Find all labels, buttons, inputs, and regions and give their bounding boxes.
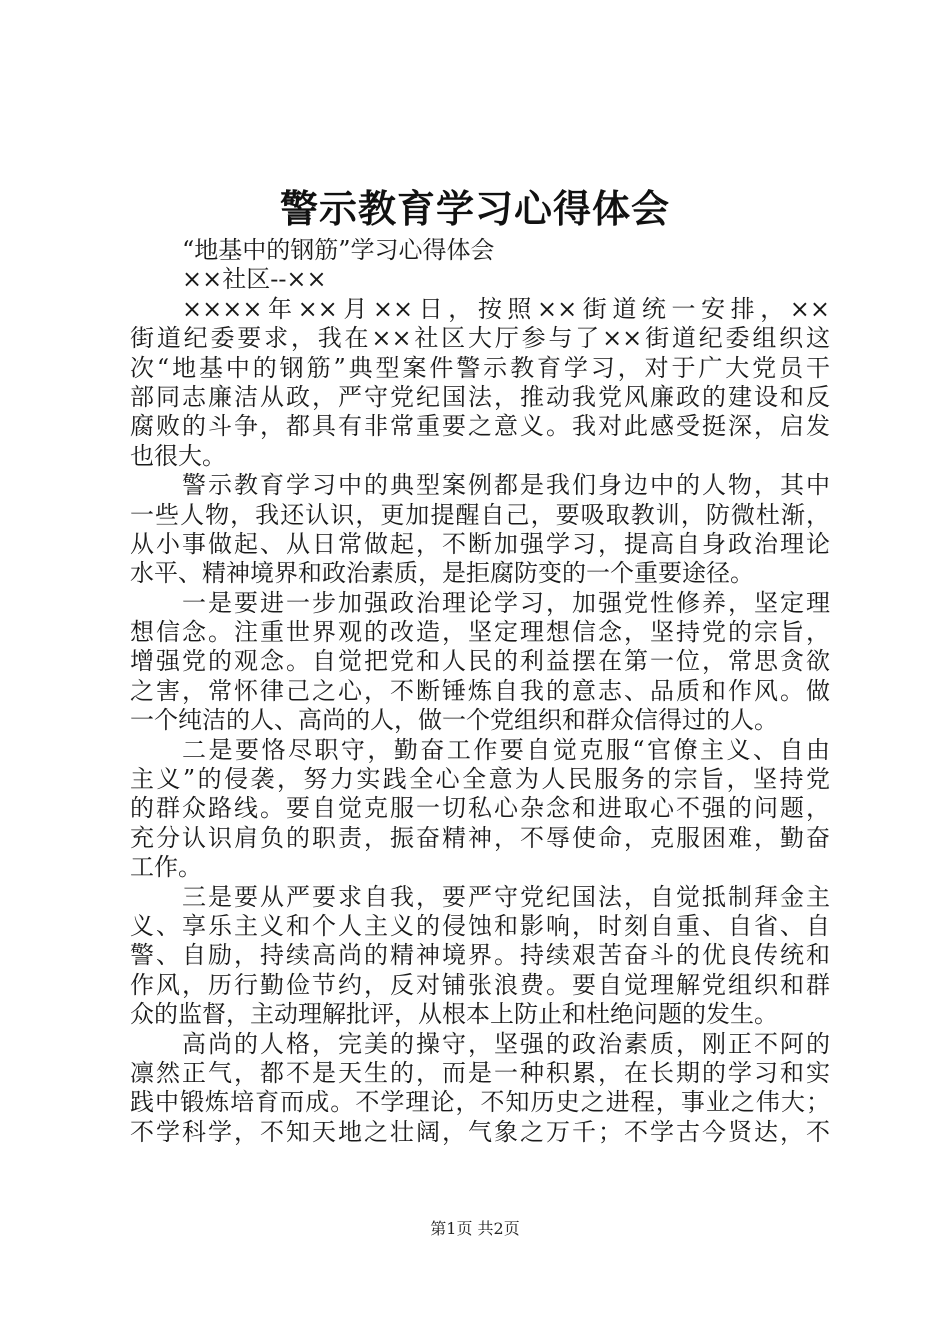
text-line: 警、自励，持续高尚的精神境界。持续艰苦奋斗的优良传统和	[130, 941, 830, 970]
text-line: 凛然正气，都不是天生的，而是一种积累，在长期的学习和实	[130, 1058, 830, 1087]
text-line: 充分认识肩负的职责，振奋精神，不辱使命，克服困难，勤奋	[130, 823, 830, 852]
document-body	[130, 236, 830, 1147]
text-line: 也很大。	[130, 441, 226, 470]
text-line: 从小事做起、从日常做起，不断加强学习，提高自身政治理论	[130, 529, 830, 558]
text-line: 践中锻炼培育而成。不学理论，不知历史之进程，事业之伟大；	[130, 1088, 830, 1117]
text-line: 次“地基中的钢筋”典型案件警示教育学习，对于广大党员干	[130, 353, 830, 382]
text-line: 众的监督，主动理解批评，从根本上防止和杜绝问题的发生。	[130, 1000, 778, 1029]
text-line: 三是要从严要求自我，要严守党纪国法，自觉抵制拜金主	[182, 882, 830, 911]
text-line: 想信念。注重世界观的改造，坚定理想信念，坚持党的宗旨，	[130, 618, 830, 647]
text-line: “地基中的钢筋”学习心得体会	[182, 236, 495, 264]
text-line: 作风，历行勤俭节约，反对铺张浪费。要自觉理解党组织和群	[130, 970, 830, 999]
text-line: 主义”的侵袭，努力实践全心全意为人民服务的宗旨，坚持党	[130, 765, 830, 794]
text-line: 街道纪委要求，我在××社区大厅参与了××街道纪委组织这	[130, 324, 830, 353]
text-line: 腐败的斗争，都具有非常重要之意义。我对此感受挺深，启发	[130, 412, 830, 441]
text-line: 不学科学，不知天地之壮阔，气象之万千；不学古今贤达，不	[130, 1117, 830, 1146]
document-title: 警示教育学习心得体会	[279, 187, 670, 231]
text-line: 警示教育学习中的典型案例都是我们身边中的人物，其中	[182, 471, 830, 500]
text-line: ××××年××月××日，按照××街道统一安排，××	[182, 294, 830, 323]
text-line: 二是要恪尽职守，勤奋工作要自觉克服“官僚主义、自由	[182, 735, 830, 764]
text-line: 的群众路线。要自觉克服一切私心杂念和进取心不强的问题，	[130, 794, 830, 823]
text-line: 水平、精神境界和政治素质，是拒腐防变的一个重要途径。	[130, 559, 754, 588]
text-line: 一是要进一步加强政治理论学习，加强党性修养，坚定理	[182, 588, 830, 617]
text-line: ××社区--××	[182, 265, 327, 294]
text-line: 一些人物，我还认识，更加提醒自己，要吸取教训，防微杜渐，	[130, 500, 830, 529]
text-line: 一个纯洁的人、高尚的人，做一个党组织和群众信得过的人。	[130, 706, 778, 735]
page-footer: 第1页 共2页	[430, 1219, 520, 1238]
text-line: 义、享乐主义和个人主义的侵蚀和影响，时刻自重、自省、自	[130, 911, 830, 940]
text-line: 部同志廉洁从政，严守党纪国法，推动我党风廉政的建设和反	[130, 382, 830, 411]
text-line: 增强党的观念。自觉把党和人民的利益摆在第一位，常思贪欲	[130, 647, 830, 676]
text-line: 高尚的人格，完美的操守，坚强的政治素质，刚正不阿的	[182, 1029, 830, 1058]
text-line: 工作。	[130, 853, 202, 882]
text-line: 之害，常怀律己之心，不断锤炼自我的意志、品质和作风。做	[130, 676, 830, 705]
